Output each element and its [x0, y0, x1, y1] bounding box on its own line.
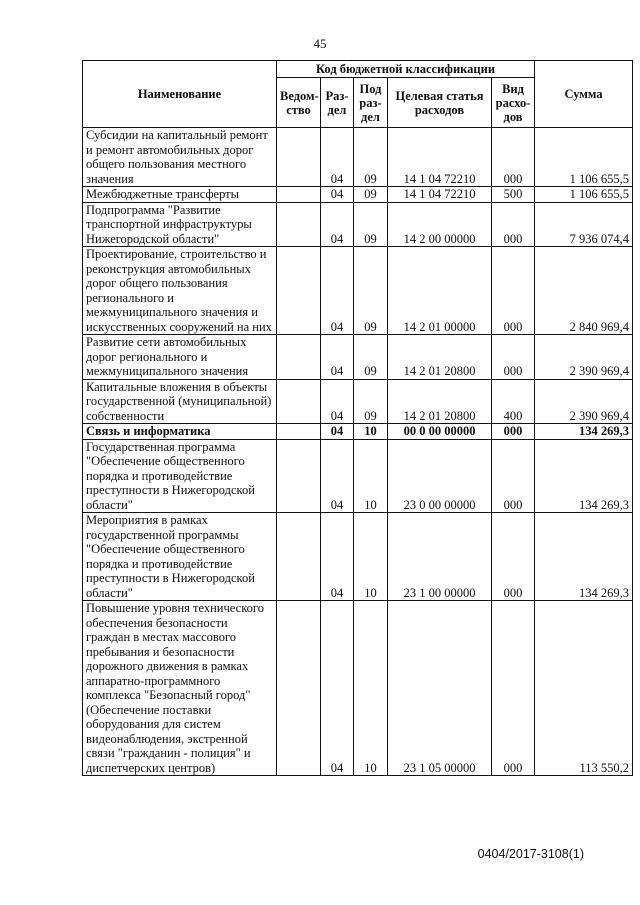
row-sum: 134 269,3 — [535, 439, 633, 513]
row-sum: 2 840 969,4 — [535, 247, 633, 335]
row-ministry — [277, 187, 321, 203]
row-name: Повышение уровня технического обеспечения безопасности граждан в местах массового пребывания и безопасности дорожного движения в рамках аппаратно-программного комплекса "Безопасный город" (Обеспечение поставки оборудования для систем видеонаблюдения, экстренной связи "гражданин - полиция" и диспетчерских центров) — [83, 601, 277, 776]
row-sum: 1 106 655,5 — [535, 128, 633, 187]
row-expense-type: 400 — [492, 379, 535, 424]
row-section: 04 — [321, 202, 354, 247]
row-expense-type: 500 — [492, 187, 535, 203]
row-subsection: 09 — [354, 335, 388, 380]
row-target-article: 14 1 04 72210 — [388, 128, 492, 187]
row-ministry — [277, 202, 321, 247]
row-name: Подпрограмма "Развитие транспортной инфраструктуры Нижегородской области" — [83, 202, 277, 247]
row-subsection: 10 — [354, 439, 388, 513]
table-row — [83, 439, 633, 513]
row-ministry — [277, 513, 321, 601]
row-name: Мероприятия в рамках государственной программы "Обеспечение общественного порядка и противодействие преступности в Нижегородской области" — [83, 513, 277, 601]
row-ministry — [277, 247, 321, 335]
header-section: Раз-дел — [321, 78, 354, 128]
table-row — [83, 187, 633, 203]
row-section: 04 — [321, 424, 354, 440]
row-target-article: 14 2 00 00000 — [388, 202, 492, 247]
row-expense-type: 000 — [492, 439, 535, 513]
row-sum: 113 550,2 — [535, 601, 633, 776]
row-target-article: 14 2 01 20800 — [388, 379, 492, 424]
row-expense-type: 000 — [492, 601, 535, 776]
row-ministry — [277, 601, 321, 776]
row-sum: 2 390 969,4 — [535, 379, 633, 424]
header-classification-code: Код бюджетной классификации — [277, 61, 535, 78]
row-name: Развитие сети автомобильных дорог регионального и межмуниципального значения — [83, 335, 277, 380]
table-row — [83, 513, 633, 601]
row-subsection: 10 — [354, 601, 388, 776]
row-ministry — [277, 335, 321, 380]
header-subsection: Под раз-дел — [354, 78, 388, 128]
row-section: 04 — [321, 247, 354, 335]
row-section: 04 — [321, 601, 354, 776]
row-expense-type: 000 — [492, 424, 535, 440]
row-name: Капитальные вложения в объекты государственной (муниципальной) собственности — [83, 379, 277, 424]
row-sum: 134 269,3 — [535, 424, 633, 440]
header-sum: Сумма — [535, 61, 633, 128]
document-code: 0404/2017-3108(1) — [477, 847, 584, 861]
row-expense-type: 000 — [492, 202, 535, 247]
row-subsection: 09 — [354, 247, 388, 335]
header-name: Наименование — [83, 61, 277, 128]
row-target-article: 14 1 04 72210 — [388, 187, 492, 203]
row-subsection: 09 — [354, 128, 388, 187]
row-ministry — [277, 128, 321, 187]
row-ministry — [277, 379, 321, 424]
row-sum: 7 936 074,4 — [535, 202, 633, 247]
table-row — [83, 379, 633, 424]
table-row — [83, 601, 633, 776]
row-expense-type: 000 — [492, 335, 535, 380]
row-expense-type: 000 — [492, 513, 535, 601]
row-subsection: 09 — [354, 202, 388, 247]
table-row — [83, 202, 633, 247]
row-expense-type: 000 — [492, 247, 535, 335]
row-ministry — [277, 439, 321, 513]
table-row — [83, 335, 633, 380]
table-row — [83, 247, 633, 335]
row-sum: 134 269,3 — [535, 513, 633, 601]
row-section: 04 — [321, 187, 354, 203]
row-sum: 1 106 655,5 — [535, 187, 633, 203]
header-ministry: Ведом-ство — [277, 78, 321, 128]
table-body — [83, 128, 633, 776]
row-name: Субсидии на капитальный ремонт и ремонт автомобильных дорог общего пользования местного значения — [83, 128, 277, 187]
row-ministry — [277, 424, 321, 440]
row-expense-type: 000 — [492, 128, 535, 187]
row-section: 04 — [321, 513, 354, 601]
page-number: 45 — [313, 36, 327, 51]
row-subsection: 10 — [354, 424, 388, 440]
row-sum: 2 390 969,4 — [535, 335, 633, 380]
row-subsection: 09 — [354, 379, 388, 424]
row-target-article: 23 1 00 00000 — [388, 513, 492, 601]
row-name: Связь и информатика — [83, 424, 277, 440]
row-target-article: 23 0 00 00000 — [388, 439, 492, 513]
row-subsection: 10 — [354, 513, 388, 601]
row-target-article: 14 2 01 00000 — [388, 247, 492, 335]
row-section: 04 — [321, 379, 354, 424]
table-row-section-total — [83, 424, 633, 440]
row-target-article: 23 1 05 00000 — [388, 601, 492, 776]
budget-table — [82, 60, 633, 776]
header-expense-type: Вид расхо-дов — [492, 78, 535, 128]
table-row — [83, 128, 633, 187]
row-name: Межбюджетные трансферты — [83, 187, 277, 203]
row-subsection: 09 — [354, 187, 388, 203]
row-section: 04 — [321, 128, 354, 187]
row-section: 04 — [321, 439, 354, 513]
row-name: Государственная программа "Обеспечение общественного порядка и противодействие преступности в Нижегородской области" — [83, 439, 277, 513]
row-name: Проектирование, строительство и реконструкция автомобильных дорог общего пользования регионального и межмуниципального значения и искусственных сооружений на них — [83, 247, 277, 335]
row-target-article: 00 0 00 00000 — [388, 424, 492, 440]
row-section: 04 — [321, 335, 354, 380]
header-target-article: Целевая статья расходов — [388, 78, 492, 128]
row-target-article: 14 2 01 20800 — [388, 335, 492, 380]
